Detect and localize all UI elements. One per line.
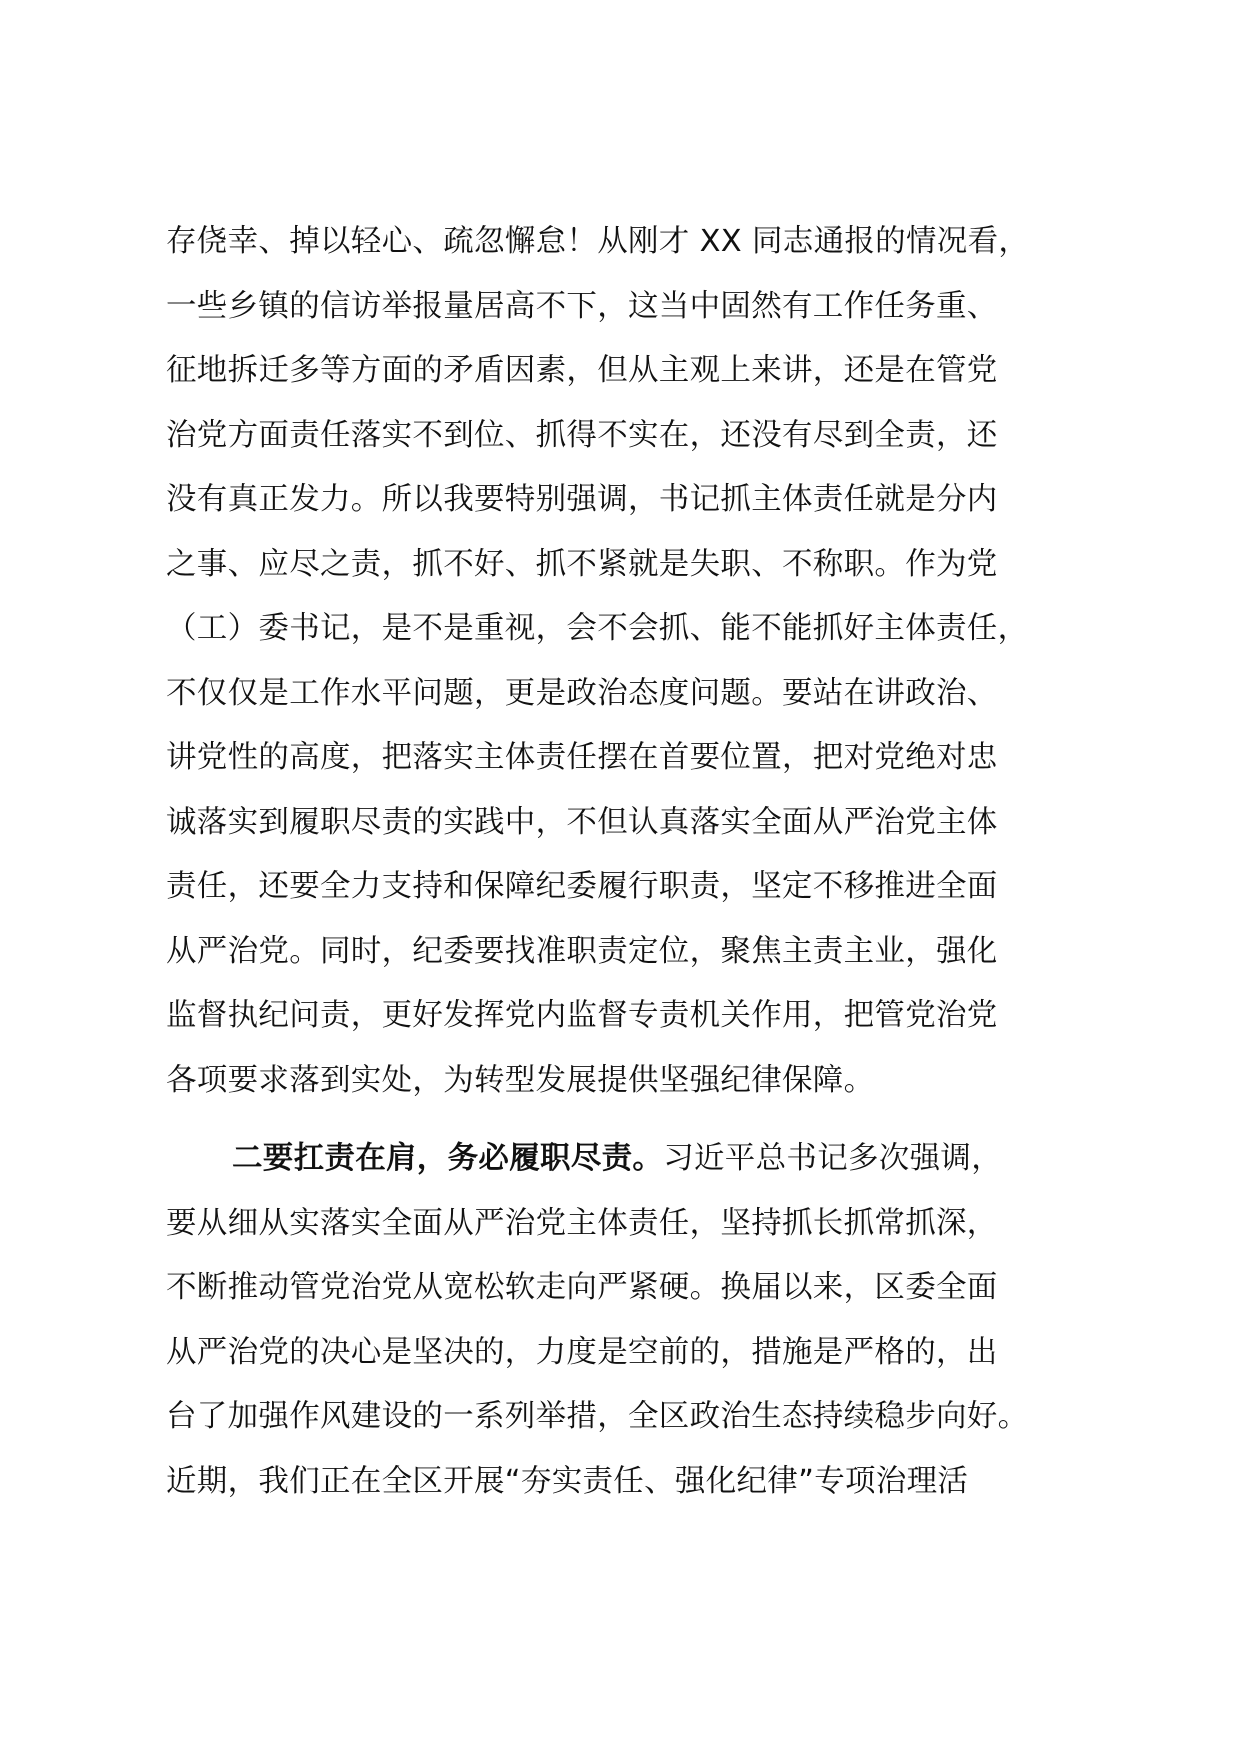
paragraph-2-line: 近期，我们正在全区开展“夯实责任、强化纪律”专项治理活 xyxy=(166,1463,969,1499)
paragraph-1-line: 一些乡镇的信访举报量居高不下，这当中固然有工作任务重、 xyxy=(166,288,998,324)
paragraph-1-line: 责任，还要全力支持和保障纪委履行职责，坚定不移推进全面 xyxy=(166,869,998,904)
paragraph-2-line: 不断推动管党治党从宽松软走向严紧硬。换届以来，区委全面 xyxy=(166,1270,998,1305)
paragraph-2-first-rest: 习近平总书记多次强调， xyxy=(663,1141,1003,1176)
paragraph-1-line: （工）委书记，是不是重视，会不会抓、能不能抓好主体责任， xyxy=(166,611,1029,646)
paragraph-2-lead: 二要扛责在肩，务必履职尽责。 xyxy=(232,1141,664,1176)
paragraph-gap xyxy=(166,1113,1126,1127)
paragraph-1-line: 之事、应尽之责，抓不好、抓不紧就是失职、不称职。作为党 xyxy=(166,546,998,582)
paragraph-1-line: 征地拆迁多等方面的矛盾因素，但从主观上来讲，还是在管党 xyxy=(166,353,998,388)
paragraph-1-line: 存侥幸、掉以轻心、疏忽懈怠！从刚才 XX 同志通报的情况看， xyxy=(166,224,1030,259)
paragraph-1-line: 讲党性的高度，把落实主体责任摆在首要位置，把对党绝对忠 xyxy=(166,740,998,775)
paragraph-1-line: 各项要求落到实处，为转型发展提供坚强纪律保障。 xyxy=(166,1062,875,1098)
paragraph-2-line: 台了加强作风建设的一系列举措，全区政治生态持续稳步向好。 xyxy=(166,1399,1029,1434)
paragraph-2-first-line xyxy=(166,1127,1126,1192)
paragraph-1-line: 不仅仅是工作水平问题，更是政治态度问题。要站在讲政治、 xyxy=(166,675,998,711)
paragraph-1-line: 诚落实到履职尽责的实践中，不但认真落实全面从严治党主体 xyxy=(166,804,998,840)
paragraph-1-line: 从严治党。同时，纪委要找准职责定位，聚焦主责主业，强化 xyxy=(166,933,998,969)
paragraph-2-line: 从严治党的决心是坚决的，力度是空前的，措施是严格的，出 xyxy=(166,1334,998,1370)
document-body xyxy=(166,210,1126,1514)
paragraph-2-line: 要从细从实落实全面从严治党主体责任，坚持抓长抓常抓深， xyxy=(166,1205,998,1241)
paragraph-1-line: 治党方面责任落实不到位、抓得不实在，还没有尽到全责，还 xyxy=(166,417,998,453)
paragraph-1-line: 没有真正发力。所以我要特别强调，书记抓主体责任就是分内 xyxy=(166,482,998,517)
paragraph-1-line: 监督执纪问责，更好发挥党内监督专责机关作用，把管党治党 xyxy=(166,998,998,1033)
